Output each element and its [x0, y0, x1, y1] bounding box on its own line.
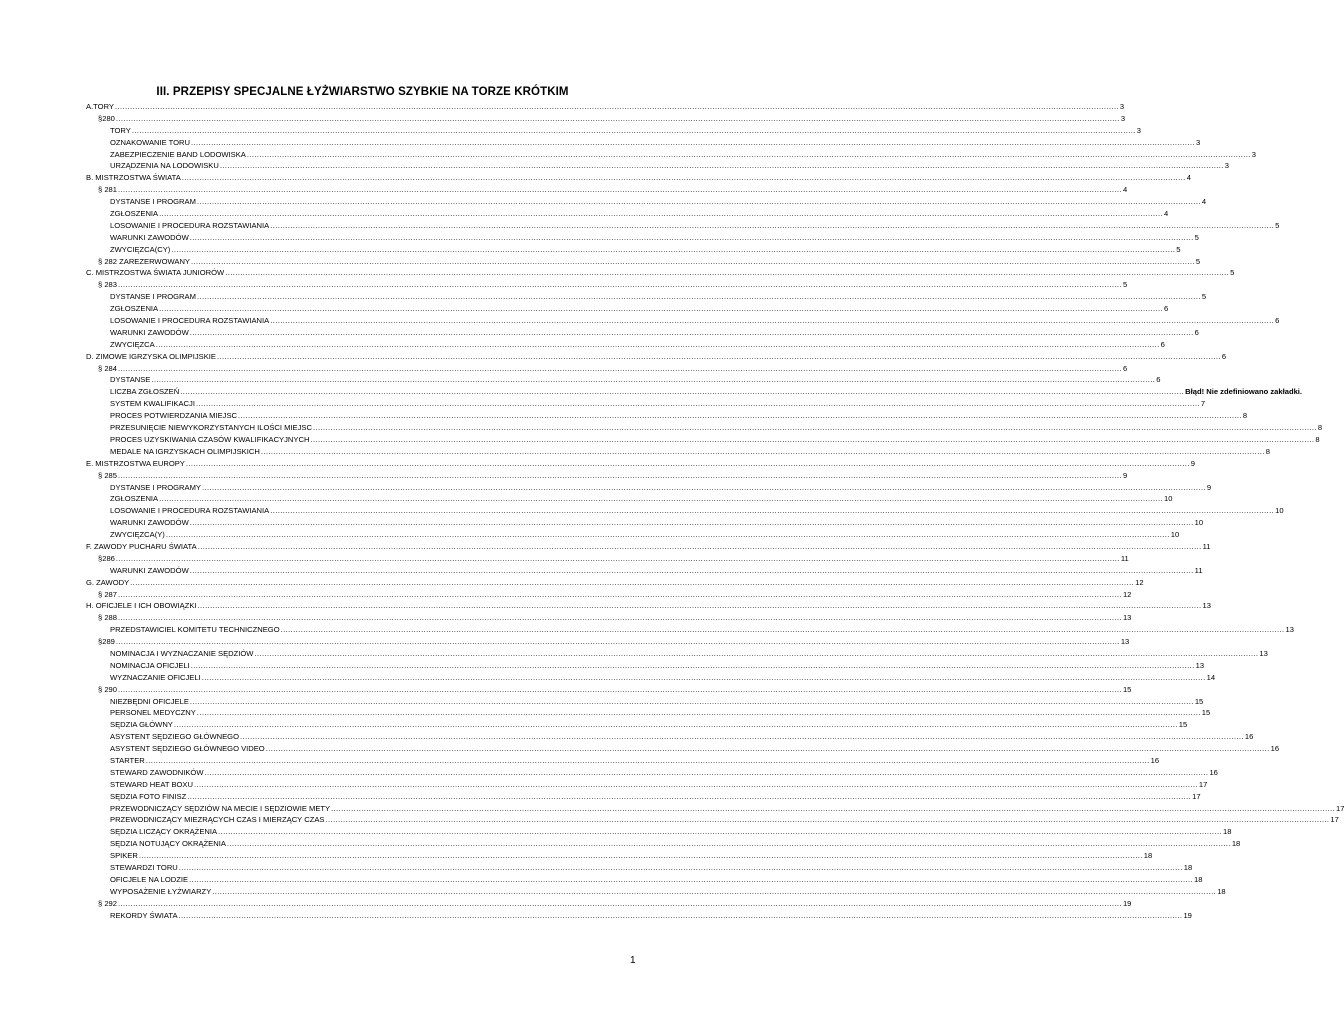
- toc-dot-leader: ................................................................................................................................................................................................................................................................................................................................................................................................................: [270, 316, 1275, 326]
- toc-entry[interactable]: [86, 648, 1268, 660]
- toc-entry-page: 19: [1122, 898, 1132, 908]
- toc-entry-page: 5: [1194, 232, 1199, 242]
- toc-entry-label: STEWARD HEAT BOXU: [110, 779, 193, 789]
- toc-entry-label: E. MISTRZOSTWA EUROPY: [86, 458, 185, 468]
- toc-entry-page: 6: [1194, 327, 1199, 337]
- toc-entry-page: 13: [1285, 625, 1294, 635]
- toc-entry[interactable]: [86, 529, 1180, 541]
- toc-entry-page: 4: [1164, 209, 1169, 219]
- toc-dot-leader: ................................................................................................................................................................................................................................................................................................................................................................................................................: [138, 851, 1143, 861]
- toc-entry[interactable]: [86, 434, 1320, 446]
- toc-dot-leader: ................................................................................................................................................................................................................................................................................................................................................................................................................: [115, 637, 1120, 647]
- toc-entry[interactable]: [86, 684, 1132, 696]
- toc-entry-label: PERSONEL MEDYCZNY: [110, 708, 196, 718]
- toc-entry[interactable]: [86, 624, 1294, 636]
- toc-entry[interactable]: [86, 541, 1211, 553]
- toc-entry-page: 11: [1194, 565, 1203, 575]
- toc-entry[interactable]: [86, 339, 1165, 351]
- toc-entry[interactable]: [86, 172, 1191, 184]
- toc-entry-page: 17: [1192, 791, 1201, 801]
- toc-entry[interactable]: [86, 482, 1212, 494]
- toc-dot-leader: ................................................................................................................................................................................................................................................................................................................................................................................................................: [190, 660, 1195, 670]
- toc-entry[interactable]: [86, 755, 1160, 767]
- toc-entry[interactable]: [86, 220, 1280, 232]
- toc-dot-leader: ................................................................................................................................................................................................................................................................................................................................................................................................................: [189, 565, 1194, 575]
- toc-entry[interactable]: [86, 505, 1284, 517]
- toc-entry-label: §289: [98, 637, 115, 647]
- toc-entry-page: 10: [1275, 506, 1284, 516]
- toc-entry-page: 16: [1209, 767, 1218, 777]
- toc-entry-page: 10: [1194, 518, 1204, 528]
- toc-dot-leader: ................................................................................................................................................................................................................................................................................................................................................................................................................: [270, 220, 1275, 230]
- toc-dot-leader: ................................................................................................................................................................................................................................................................................................................................................................................................................: [178, 910, 1183, 920]
- toc-entry-page: 11: [1202, 541, 1211, 551]
- toc-entry[interactable]: [86, 184, 1128, 196]
- toc-dot-leader: ................................................................................................................................................................................................................................................................................................................................................................................................................: [171, 244, 1176, 254]
- toc-entry-label: LOSOWANIE I PROCEDURA ROZSTAWIANIA: [110, 220, 270, 230]
- toc-dot-leader: ................................................................................................................................................................................................................................................................................................................................................................................................................: [115, 553, 1120, 563]
- toc-entry-page: 3: [1136, 125, 1141, 135]
- toc-entry[interactable]: [86, 137, 1201, 149]
- toc-entry-page: 5: [1275, 220, 1280, 230]
- toc-entry[interactable]: [86, 612, 1132, 624]
- toc-entry-page: 4: [1122, 185, 1128, 195]
- toc-entry[interactable]: [86, 303, 1169, 315]
- toc-dot-leader: ................................................................................................................................................................................................................................................................................................................................................................................................................: [218, 827, 1222, 837]
- toc-entry-label: DYSTANSE I PROGRAM: [110, 197, 196, 207]
- toc-entry-label: NIEZBĘDNI OFICJELE: [110, 696, 189, 706]
- toc-entry-label: ZGŁOSZENIA: [110, 494, 159, 504]
- toc-dot-leader: ................................................................................................................................................................................................................................................................................................................................................................................................................: [312, 423, 1317, 433]
- toc-entry[interactable]: [86, 291, 1207, 303]
- toc-entry-label: H. OFICJELE I ICH OBOWIĄZKI: [86, 601, 197, 611]
- toc-dot-leader: ................................................................................................................................................................................................................................................................................................................................................................................................................: [187, 791, 1192, 801]
- toc-dot-leader: ................................................................................................................................................................................................................................................................................................................................................................................................................: [270, 506, 1275, 516]
- toc-entry[interactable]: [86, 208, 1169, 220]
- page-title: III. PRZEPISY SPECJALNE ŁYŻWIARSTWO SZYBKIE NA TORZE KRÓTKIM: [156, 86, 569, 98]
- toc-entry-page: 6: [1156, 375, 1161, 385]
- toc-entry-label: WARUNKI ZAWODÓW: [110, 232, 189, 242]
- toc-entry[interactable]: [86, 898, 1132, 910]
- toc-entry-page: 3: [1120, 113, 1126, 123]
- toc-entry-label: ZWYCIĘZCA(CY): [110, 244, 171, 254]
- toc-dot-leader: ................................................................................................................................................................................................................................................................................................................................................................................................................: [196, 708, 1201, 718]
- toc-entry-page: 7: [1200, 399, 1206, 409]
- toc-entry-page: 14: [1206, 672, 1216, 682]
- toc-dot-leader: ................................................................................................................................................................................................................................................................................................................................................................................................................: [180, 387, 1185, 397]
- toc-dot-leader: ................................................................................................................................................................................................................................................................................................................................................................................................................: [131, 125, 1136, 135]
- toc-dot-leader: ................................................................................................................................................................................................................................................................................................................................................................................................................: [118, 185, 1122, 195]
- toc-entry-page: 5: [1122, 280, 1128, 290]
- toc-entry-page: 8: [1242, 411, 1248, 421]
- toc-entry[interactable]: [86, 517, 1204, 529]
- toc-entry-label: ZWYCIĘZCA(Y): [110, 530, 165, 540]
- toc-entry[interactable]: [86, 636, 1130, 648]
- toc-dot-leader: ................................................................................................................................................................................................................................................................................................................................................................................................................: [193, 779, 1198, 789]
- toc-entry-label: PRZEWODNICZĄCY MIEZRĄCYCH CZAS I MIERZĄCY CZAS: [110, 815, 325, 825]
- toc-entry-label: DYSTANSE: [110, 375, 151, 385]
- toc-entry-page: 15: [1194, 696, 1204, 706]
- toc-entry-label: MEDALE NA IGRZYSKACH OLIMPIJSKICH: [110, 446, 260, 456]
- toc-dot-leader: ................................................................................................................................................................................................................................................................................................................................................................................................................: [197, 541, 1202, 551]
- toc-entry-label: WYPOSAŻENIE ŁYŻWIARZY: [110, 886, 212, 896]
- toc-entry[interactable]: [86, 113, 1126, 125]
- toc-entry-label: ZABEZPIECZENIE BAND LODOWISKA: [110, 149, 246, 159]
- toc-entry[interactable]: [86, 672, 1216, 684]
- toc-entry[interactable]: [86, 660, 1205, 672]
- toc-entry-label: C. MISTRZOSTWA ŚWIATA JUNIORÓW: [86, 268, 225, 278]
- toc-entry[interactable]: [86, 600, 1211, 612]
- toc-entry-page: 3: [1251, 149, 1257, 159]
- toc-entry-label: SĘDZIA NOTUJĄCY OKRĄŻENIA: [110, 839, 226, 849]
- toc-entry-page: 3: [1119, 102, 1125, 111]
- table-of-contents: [86, 101, 1344, 921]
- toc-entry-label: § 281: [98, 185, 118, 195]
- toc-entry-label: URZĄDZENIA NA LODOWISKU: [110, 161, 219, 171]
- toc-entry-page: 6: [1221, 351, 1227, 361]
- toc-dot-leader: ................................................................................................................................................................................................................................................................................................................................................................................................................: [219, 161, 1224, 171]
- toc-dot-leader: ................................................................................................................................................................................................................................................................................................................................................................................................................: [118, 613, 1122, 623]
- toc-entry-page: 11: [1120, 553, 1129, 563]
- toc-entry[interactable]: [86, 862, 1193, 874]
- toc-entry-page: 5: [1195, 256, 1201, 266]
- toc-entry-label: STEWARD ZAWODNIKÓW: [110, 767, 204, 777]
- toc-entry-label: NOMINACJA OFICJELI: [110, 660, 190, 670]
- toc-dot-leader: ................................................................................................................................................................................................................................................................................................................................................................................................................: [189, 518, 1194, 528]
- toc-entry-page: 6: [1122, 363, 1128, 373]
- toc-entry-label: B. MISTRZOSTWA ŚWIATA: [86, 173, 181, 183]
- toc-entry-label: § 290: [98, 684, 118, 694]
- toc-dot-leader: ................................................................................................................................................................................................................................................................................................................................................................................................................: [196, 292, 1201, 302]
- toc-entry-page: 18: [1217, 886, 1226, 896]
- toc-entry-label: LICZBA ZGŁOSZEŃ: [110, 387, 180, 397]
- toc-dot-leader: ................................................................................................................................................................................................................................................................................................................................................................................................................: [331, 803, 1336, 813]
- toc-entry[interactable]: [86, 446, 1270, 458]
- toc-entry-label: A.TORY: [86, 102, 114, 111]
- toc-dot-leader: ................................................................................................................................................................................................................................................................................................................................................................................................................: [265, 744, 1270, 754]
- toc-dot-leader: ................................................................................................................................................................................................................................................................................................................................................................................................................: [325, 815, 1330, 825]
- toc-entry[interactable]: [86, 267, 1235, 279]
- toc-dot-leader: ................................................................................................................................................................................................................................................................................................................................................................................................................: [151, 375, 1156, 385]
- toc-entry-page: 9: [1190, 458, 1196, 468]
- toc-dot-leader: ................................................................................................................................................................................................................................................................................................................................................................................................................: [202, 482, 1206, 492]
- toc-entry-page: 18: [1143, 851, 1153, 861]
- toc-entry[interactable]: [86, 874, 1203, 886]
- toc-entry-label: STARTER: [110, 755, 145, 765]
- toc-dot-leader: ................................................................................................................................................................................................................................................................................................................................................................................................................: [254, 648, 1259, 658]
- toc-entry-page: 15: [1178, 720, 1188, 730]
- toc-entry-page: 9: [1122, 470, 1128, 480]
- toc-dot-leader: ................................................................................................................................................................................................................................................................................................................................................................................................................: [201, 672, 1206, 682]
- toc-entry-label: §280: [98, 113, 115, 123]
- toc-dot-leader: ................................................................................................................................................................................................................................................................................................................................................................................................................: [246, 149, 1251, 159]
- toc-entry[interactable]: [86, 351, 1227, 363]
- toc-dot-leader: ................................................................................................................................................................................................................................................................................................................................................................................................................: [189, 327, 1194, 337]
- toc-entry[interactable]: [86, 386, 1303, 398]
- toc-entry-label: SĘDZIA FOTO FINISZ: [110, 791, 187, 801]
- toc-entry[interactable]: [86, 196, 1207, 208]
- toc-entry-label: REKORDY ŚWIATA: [110, 910, 178, 920]
- toc-entry[interactable]: [86, 232, 1199, 244]
- toc-entry-label: SĘDZIA GŁÓWNY: [110, 720, 173, 730]
- toc-entry[interactable]: [86, 779, 1208, 791]
- toc-entry[interactable]: [86, 410, 1248, 422]
- toc-entry[interactable]: [86, 838, 1241, 850]
- toc-dot-leader: ................................................................................................................................................................................................................................................................................................................................................................................................................: [195, 399, 1200, 409]
- toc-entry[interactable]: [86, 577, 1144, 589]
- toc-entry[interactable]: [86, 101, 1125, 113]
- toc-dot-leader: ................................................................................................................................................................................................................................................................................................................................................................................................................: [226, 839, 1231, 849]
- toc-entry-page: 18: [1222, 827, 1232, 837]
- toc-entry[interactable]: [86, 315, 1280, 327]
- toc-entry-label: WARUNKI ZAWODÓW: [110, 565, 189, 575]
- toc-dot-leader: ................................................................................................................................................................................................................................................................................................................................................................................................................: [196, 197, 1201, 207]
- toc-entry[interactable]: [86, 589, 1132, 601]
- toc-dot-leader: ................................................................................................................................................................................................................................................................................................................................................................................................................: [165, 530, 1170, 540]
- toc-dot-leader: ................................................................................................................................................................................................................................................................................................................................................................................................................: [159, 494, 1164, 504]
- toc-dot-leader: ................................................................................................................................................................................................................................................................................................................................................................................................................: [115, 113, 1120, 123]
- toc-entry-label: NOMINACJA I WYZNACZANIE SĘDZIÓW: [110, 648, 254, 658]
- toc-entry-page: Błąd! Nie zdefiniowano zakładki.: [1185, 387, 1303, 397]
- toc-entry-label: SYSTEM KWALIFIKACJI: [110, 399, 195, 409]
- toc-dot-leader: ................................................................................................................................................................................................................................................................................................................................................................................................................: [130, 577, 1135, 587]
- toc-entry[interactable]: [86, 886, 1226, 898]
- toc-entry[interactable]: [86, 493, 1173, 505]
- toc-entry[interactable]: [86, 125, 1141, 137]
- toc-entry-label: LOSOWANIE I PROCEDURA ROZSTAWIANIA: [110, 506, 270, 516]
- toc-entry-page: 5: [1230, 268, 1235, 278]
- toc-dot-leader: ................................................................................................................................................................................................................................................................................................................................................................................................................: [204, 767, 1209, 777]
- toc-entry-page: 5: [1201, 292, 1207, 302]
- toc-entry-label: PROCES POTWIERDZANIA MIEJSC: [110, 411, 237, 421]
- toc-entry-page: 6: [1164, 304, 1169, 314]
- toc-entry[interactable]: [86, 910, 1192, 922]
- toc-entry-label: TORY: [110, 125, 131, 135]
- toc-entry[interactable]: [86, 279, 1128, 291]
- toc-entry[interactable]: [86, 553, 1129, 565]
- toc-entry-page: 18: [1194, 874, 1203, 884]
- toc-entry-label: DYSTANSE I PROGRAM: [110, 292, 196, 302]
- toc-dot-leader: ................................................................................................................................................................................................................................................................................................................................................................................................................: [280, 625, 1285, 635]
- toc-entry-label: § 285: [98, 470, 118, 480]
- toc-entry[interactable]: [86, 327, 1199, 339]
- toc-entry-label: LOSOWANIE I PROCEDURA ROZSTAWIANIA: [110, 316, 270, 326]
- toc-entry-label: F. ZAWODY PUCHARU ŚWIATA: [86, 541, 197, 551]
- toc-dot-leader: ................................................................................................................................................................................................................................................................................................................................................................................................................: [181, 173, 1186, 183]
- toc-entry-label: § 282 ZAREZERWOWANY: [98, 256, 190, 266]
- toc-entry-label: § 287: [98, 589, 118, 599]
- toc-entry-label: SPIKER: [110, 851, 138, 861]
- toc-dot-leader: ................................................................................................................................................................................................................................................................................................................................................................................................................: [189, 874, 1193, 884]
- toc-entry-page: 19: [1183, 910, 1192, 920]
- toc-dot-leader: ................................................................................................................................................................................................................................................................................................................................................................................................................: [118, 280, 1122, 290]
- toc-entry-label: PRZEDSTAWICIEL KOMITETU TECHNICZNEGO: [110, 625, 280, 635]
- toc-entry[interactable]: [86, 791, 1201, 803]
- toc-entry-page: 17: [1330, 815, 1339, 825]
- toc-entry[interactable]: [86, 707, 1211, 719]
- toc-dot-leader: ................................................................................................................................................................................................................................................................................................................................................................................................................: [197, 601, 1202, 611]
- toc-entry[interactable]: [86, 767, 1218, 779]
- toc-dot-leader: ................................................................................................................................................................................................................................................................................................................................................................................................................: [173, 720, 1178, 730]
- toc-entry[interactable]: [86, 814, 1339, 826]
- toc-entry-label: OZNAKOWANIE TORU: [110, 137, 191, 147]
- toc-entry-label: DYSTANSE I PROGRAMY: [110, 482, 201, 492]
- toc-dot-leader: ................................................................................................................................................................................................................................................................................................................................................................................................................: [159, 304, 1164, 314]
- toc-dot-leader: ................................................................................................................................................................................................................................................................................................................................................................................................................: [155, 339, 1160, 349]
- toc-dot-leader: ................................................................................................................................................................................................................................................................................................................................................................................................................: [115, 102, 1119, 111]
- toc-dot-leader: ................................................................................................................................................................................................................................................................................................................................................................................................................: [185, 458, 1190, 468]
- toc-entry-page: 6: [1275, 316, 1280, 326]
- toc-dot-leader: ................................................................................................................................................................................................................................................................................................................................................................................................................: [189, 696, 1194, 706]
- toc-entry[interactable]: [86, 422, 1323, 434]
- toc-dot-leader: ................................................................................................................................................................................................................................................................................................................................................................................................................: [178, 863, 1183, 872]
- toc-entry-label: ASYSTENT SĘDZIEGO GŁÓWNEGO: [110, 732, 239, 742]
- toc-dot-leader: ................................................................................................................................................................................................................................................................................................................................................................................................................: [216, 351, 1221, 361]
- toc-entry[interactable]: [86, 374, 1161, 386]
- toc-entry-page: 12: [1122, 589, 1132, 599]
- toc-entry-page: 8: [1317, 423, 1323, 433]
- toc-entry[interactable]: [86, 149, 1257, 161]
- toc-entry-page: 18: [1183, 863, 1193, 872]
- toc-entry-page: 17: [1198, 779, 1208, 789]
- toc-entry-page: 9: [1206, 482, 1212, 492]
- toc-entry-label: § 284: [98, 363, 118, 373]
- toc-entry-label: ZGŁOSZENIA: [110, 304, 159, 314]
- toc-entry[interactable]: [86, 803, 1344, 815]
- toc-dot-leader: ................................................................................................................................................................................................................................................................................................................................................................................................................: [189, 232, 1194, 242]
- toc-entry-page: 13: [1120, 637, 1130, 647]
- toc-dot-leader: ................................................................................................................................................................................................................................................................................................................................................................................................................: [159, 209, 1164, 219]
- toc-entry[interactable]: [86, 731, 1254, 743]
- toc-entry[interactable]: [86, 696, 1204, 708]
- toc-entry-page: 8: [1315, 434, 1320, 444]
- toc-entry-page: 18: [1231, 839, 1241, 849]
- toc-entry-page: 13: [1202, 601, 1211, 611]
- toc-entry-page: 4: [1201, 197, 1207, 207]
- toc-entry-label: SĘDZIA LICZĄCY OKRĄŻENIA: [110, 827, 218, 837]
- toc-entry-label: ZGŁOSZENIA: [110, 209, 159, 219]
- toc-entry[interactable]: [86, 565, 1203, 577]
- toc-entry-page: 13: [1122, 613, 1132, 623]
- toc-entry[interactable]: [86, 256, 1201, 268]
- toc-dot-leader: ................................................................................................................................................................................................................................................................................................................................................................................................................: [239, 732, 1244, 742]
- toc-entry-page: 15: [1122, 684, 1132, 694]
- toc-entry-page: 13: [1195, 660, 1205, 670]
- toc-entry[interactable]: [86, 363, 1128, 375]
- toc-entry-page: 16: [1150, 755, 1160, 765]
- toc-entry-page: 15: [1201, 708, 1211, 718]
- toc-entry[interactable]: [86, 743, 1280, 755]
- toc-entry[interactable]: [86, 470, 1128, 482]
- page-number: 1: [630, 955, 636, 966]
- toc-entry-label: G. ZAWODY: [86, 577, 130, 587]
- toc-entry-page: 10: [1170, 530, 1180, 540]
- toc-dot-leader: ................................................................................................................................................................................................................................................................................................................................................................................................................: [118, 470, 1122, 480]
- toc-entry-label: §286: [98, 553, 115, 563]
- toc-entry[interactable]: [86, 826, 1232, 838]
- toc-entry[interactable]: [86, 850, 1153, 862]
- toc-entry[interactable]: [86, 244, 1181, 256]
- toc-dot-leader: ................................................................................................................................................................................................................................................................................................................................................................................................................: [225, 268, 1230, 278]
- toc-entry-label: PROCES UZYSKIWANIA CZASÓW KWALIFIKACYJNYCH: [110, 434, 310, 444]
- toc-entry-label: § 283: [98, 280, 118, 290]
- toc-entry-page: 3: [1195, 137, 1201, 147]
- toc-dot-leader: ................................................................................................................................................................................................................................................................................................................................................................................................................: [118, 363, 1122, 373]
- toc-entry[interactable]: [86, 458, 1196, 470]
- toc-entry-page: 12: [1135, 577, 1144, 587]
- toc-dot-leader: ................................................................................................................................................................................................................................................................................................................................................................................................................: [118, 684, 1122, 694]
- toc-dot-leader: ................................................................................................................................................................................................................................................................................................................................................................................................................: [145, 755, 1150, 765]
- toc-entry[interactable]: [86, 160, 1230, 172]
- toc-entry-label: WARUNKI ZAWODÓW: [110, 327, 189, 337]
- toc-entry-page: 13: [1259, 648, 1268, 658]
- toc-entry[interactable]: [86, 398, 1206, 410]
- toc-entry-label: ASYSTENT SĘDZIEGO GŁÓWNEGO VIDEO: [110, 744, 265, 754]
- toc-entry[interactable]: [86, 719, 1188, 731]
- toc-entry-page: 6: [1160, 339, 1165, 349]
- toc-dot-leader: ................................................................................................................................................................................................................................................................................................................................................................................................................: [212, 886, 1217, 896]
- toc-entry-label: ZWYCIĘZCA: [110, 339, 155, 349]
- toc-dot-leader: ................................................................................................................................................................................................................................................................................................................................................................................................................: [191, 256, 1195, 266]
- toc-entry-page: 16: [1244, 732, 1254, 742]
- toc-entry-page: 3: [1224, 161, 1230, 171]
- toc-entry-label: OFICJELE NA LODZIE: [110, 874, 189, 884]
- toc-entry-page: 16: [1270, 744, 1280, 754]
- toc-entry-page: 10: [1164, 494, 1173, 504]
- toc-dot-leader: ................................................................................................................................................................................................................................................................................................................................................................................................................: [260, 446, 1265, 456]
- toc-entry-label: § 292: [98, 898, 118, 908]
- toc-entry-label: PRZEWODNICZĄCY SĘDZIÓW NA MECIE I SĘDZIOWIE METY: [110, 803, 331, 813]
- toc-dot-leader: ................................................................................................................................................................................................................................................................................................................................................................................................................: [118, 898, 1122, 908]
- toc-dot-leader: ................................................................................................................................................................................................................................................................................................................................................................................................................: [118, 589, 1122, 599]
- toc-entry-label: PRZESUNIĘCIE NIEWYKORZYSTANYCH ILOŚCI MIEJSC: [110, 423, 312, 433]
- toc-entry-label: § 288: [98, 613, 118, 623]
- toc-entry-label: STEWARDZI TORU: [110, 863, 178, 872]
- toc-entry-label: D. ZIMOWE IGRZYSKA OLIMPIJSKIE: [86, 351, 216, 361]
- toc-entry-page: 17: [1336, 803, 1344, 813]
- toc-entry-label: WYZNACZANIE OFICJELI: [110, 672, 201, 682]
- toc-entry-page: 4: [1186, 173, 1191, 183]
- toc-entry-page: 5: [1176, 244, 1181, 254]
- toc-entry-page: 8: [1265, 446, 1270, 456]
- toc-dot-leader: ................................................................................................................................................................................................................................................................................................................................................................................................................: [191, 137, 1195, 147]
- toc-dot-leader: ................................................................................................................................................................................................................................................................................................................................................................................................................: [310, 434, 1315, 444]
- toc-entry-label: WARUNKI ZAWODÓW: [110, 518, 189, 528]
- toc-dot-leader: ................................................................................................................................................................................................................................................................................................................................................................................................................: [238, 411, 1242, 421]
